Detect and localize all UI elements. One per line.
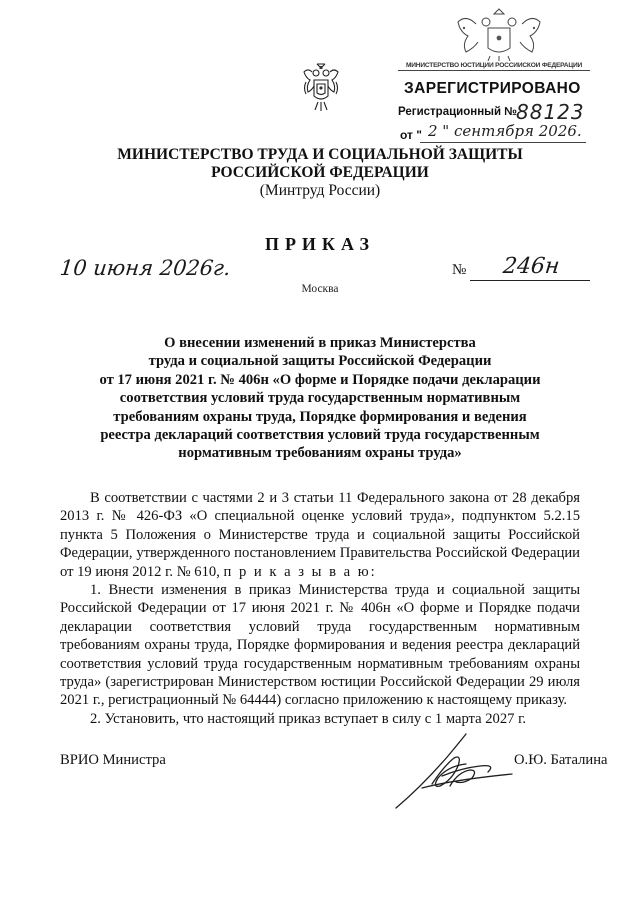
ministry-heading (90, 146, 550, 200)
document-type: ПРИКАЗ (264, 234, 376, 254)
stamp-reg-number: 88123 (516, 100, 585, 124)
subject-line: реестра деклараций соответствия условий труда государственным (100, 427, 540, 444)
stamp-date-label: от " (400, 128, 422, 142)
order-item-1: 1. Внести изменения в приказ Министерства труда и социальной защиты Российской Федерации от 17 июня 2021 г. № 406н «О форме и Порядке подачи декларации соответствия условий труда государственным нормативным требованиям охраны труда, Порядке формирования и ведения реестра деклараций соответствия условий труда государственным нормативным требованиям охраны труда» (зарегистрирован Министерством юстиции Российской Федерации 29 июля 2021 г., регистрационный № 64444) согласно приложению к настоящему приказу. (60, 582, 580, 709)
coat-of-arms-icon (300, 62, 342, 114)
ministry-short-name: (Минтруд России) (259, 182, 381, 199)
subject-line: соответствия условий труда государственным нормативным (119, 390, 521, 407)
registration-stamp (398, 6, 590, 146)
order-date: 10 июня 2026г. (58, 256, 232, 280)
signer-title: ВРИО Министра (60, 752, 166, 768)
subject-line: труда и социальной защиты Российской Федерации (148, 353, 492, 370)
eagle-seal-icon (436, 6, 562, 62)
order-item-2: 2. Установить, что настоящий приказ вступает в силу с 1 марта 2027 г. (90, 710, 527, 727)
signer-name: О.Ю. Баталина (514, 752, 608, 768)
stamp-ministry-line: МИНИСТЕРСТВО ЮСТИЦИИ РОССИЙСКОЙ ФЕДЕРАЦИИ (398, 62, 590, 71)
stamp-date: 2 " сентября 2026. (428, 122, 582, 140)
order-number-label: № (452, 262, 467, 278)
orders-word: п р и к а з ы в а ю: (223, 563, 377, 580)
order-number-underline (470, 280, 590, 281)
ministry-name-line1: МИНИСТЕРСТВО ТРУДА И СОЦИАЛЬНОЙ ЗАЩИТЫ (117, 146, 523, 163)
stamp-date-underline (420, 142, 586, 143)
stamp-reg-number-label: Регистрационный № (398, 106, 518, 118)
subject-line: нормативным требованиям охраны труда» (178, 445, 462, 462)
subject-line: О внесении изменений в приказ Министерства (164, 335, 476, 351)
handwritten-signature (392, 726, 516, 810)
preamble-paragraph (60, 489, 580, 581)
subject-line: требованиям охраны труда, Порядке формирования и ведения (113, 408, 527, 425)
ministry-name-line2: РОССИЙСКОЙ ФЕДЕРАЦИИ (211, 164, 429, 181)
subject-line: от 17 июня 2021 г. № 406н «О форме и Порядке подачи декларации (99, 371, 541, 388)
stamp-title: ЗАРЕГИСТРИРОВАНО (404, 80, 581, 97)
preamble-text: В соответствии с частями 2 и 3 статьи 11 Федерального закона от 28 декабря 2013 г. № 426-ФЗ «О специальной оценке условий труда», подпунктом 5.2.15 пункта 5 Положения о Министерстве труда и социальной защиты Российской Федерации, утвержденного постановлением Правительства Российской Федерации от 19 июня 2012 г. № 610, (60, 490, 580, 580)
order-subject (90, 334, 550, 463)
order-city: Москва (301, 283, 339, 295)
order-body (60, 489, 580, 728)
order-number: 246н (501, 254, 561, 279)
